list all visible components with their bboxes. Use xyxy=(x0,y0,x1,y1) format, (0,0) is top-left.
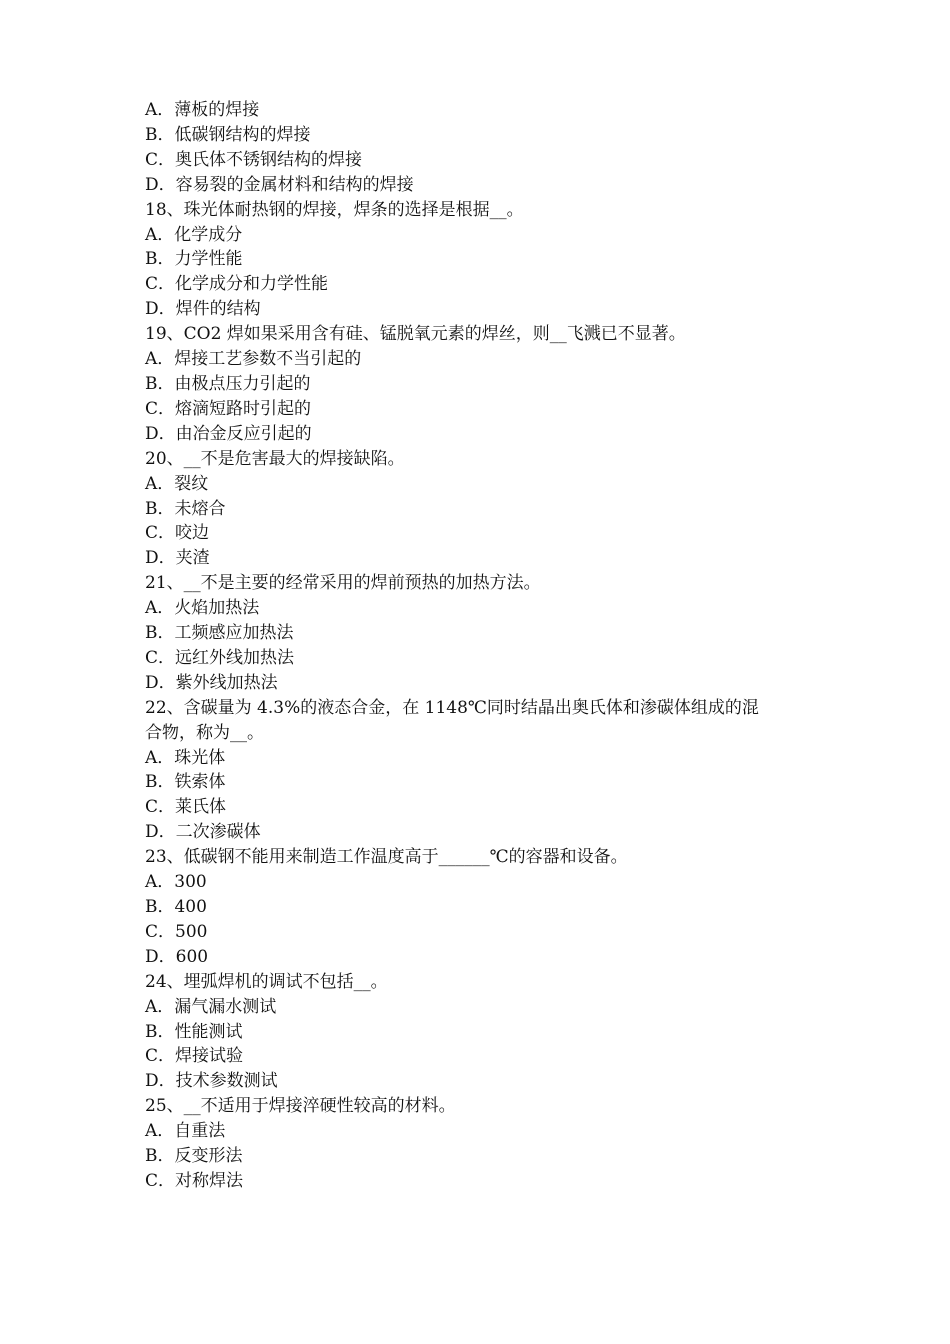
text-line-32: A．300 xyxy=(145,872,207,893)
question-22: 22、含碳量为 4.3%的液态合金，在 1148℃同时结晶出奥氏体和渗碳体组成的混 xyxy=(145,697,759,718)
text-line-21: A．火焰加热法 xyxy=(145,598,260,619)
text-line-3: C．奥氏体不锈钢结构的焊接 xyxy=(145,149,363,170)
text-line-38: B．性能测试 xyxy=(145,1021,243,1042)
text-line-19: D．夹渣 xyxy=(145,548,210,569)
text-line-1: A．薄板的焊接 xyxy=(145,100,260,120)
text-line-27: A．珠光体 xyxy=(145,747,226,768)
text-line-39: C．焊接试验 xyxy=(145,1046,244,1067)
text-line-9: D．焊件的结构 xyxy=(145,299,261,320)
text-line-34: C．500 xyxy=(145,921,208,942)
text-line-29: C．莱氏体 xyxy=(145,797,227,818)
text-line-43: B．反变形法 xyxy=(145,1146,243,1167)
text-line-17: B．未熔合 xyxy=(145,498,226,519)
text-line-37: A．漏气漏水测试 xyxy=(145,996,277,1017)
text-line-28: B．铁索体 xyxy=(145,772,226,793)
text-line-22: B．工频感应加热法 xyxy=(145,623,294,644)
text-line-40: D．技术参数测试 xyxy=(145,1071,278,1092)
text-line-23: C．远红外线加热法 xyxy=(145,647,295,668)
text-line-7: B．力学性能 xyxy=(145,249,243,270)
text-line-8: C．化学成分和力学性能 xyxy=(145,274,329,295)
text-line-42: A．自重法 xyxy=(145,1121,226,1142)
text-line-4: D．容易裂的金属材料和结构的焊接 xyxy=(145,174,414,195)
question-19: 19、CO2 焊如果采用含有硅、锰脱氧元素的焊丝，则__飞溅已不显著。 xyxy=(145,324,686,345)
text-line-12: B．由极点压力引起的 xyxy=(145,373,311,394)
text-line-33: B．400 xyxy=(145,897,207,917)
text-line-35: D．600 xyxy=(145,946,209,967)
question-23: 23、低碳钢不能用来制造工作温度高于______℃的容器和设备。 xyxy=(145,847,628,868)
question-20: 20、__不是危害最大的焊接缺陷。 xyxy=(145,448,405,469)
question-25: 25、__不适用于焊接淬硬性较高的材料。 xyxy=(145,1096,456,1117)
question-21: 21、__不是主要的经常采用的焊前预热的加热方法。 xyxy=(145,573,541,594)
text-line-18: C．咬边 xyxy=(145,523,210,544)
text-line-2: B．低碳钢结构的焊接 xyxy=(145,124,311,145)
text-line-6: A．化学成分 xyxy=(145,224,243,245)
text-line-44: C．对称焊法 xyxy=(145,1170,244,1191)
text-line-30: D．二次渗碳体 xyxy=(145,822,261,843)
question-18: 18、珠光体耐热钢的焊接，焊条的选择是根据__。 xyxy=(145,199,524,220)
text-line-11: A．焊接工艺参数不当引起的 xyxy=(145,349,362,370)
text-line-16: A．裂纹 xyxy=(145,473,209,494)
text-line-24: D．紫外线加热法 xyxy=(145,672,278,693)
text-line-14: D．由冶金反应引起的 xyxy=(145,423,312,444)
question-22-cont: 合物，称为__。 xyxy=(145,722,264,743)
question-24: 24、埋弧焊机的调试不包括__。 xyxy=(145,971,388,992)
document-page xyxy=(145,98,825,1194)
text-line-13: C．熔滴短路时引起的 xyxy=(145,398,312,419)
